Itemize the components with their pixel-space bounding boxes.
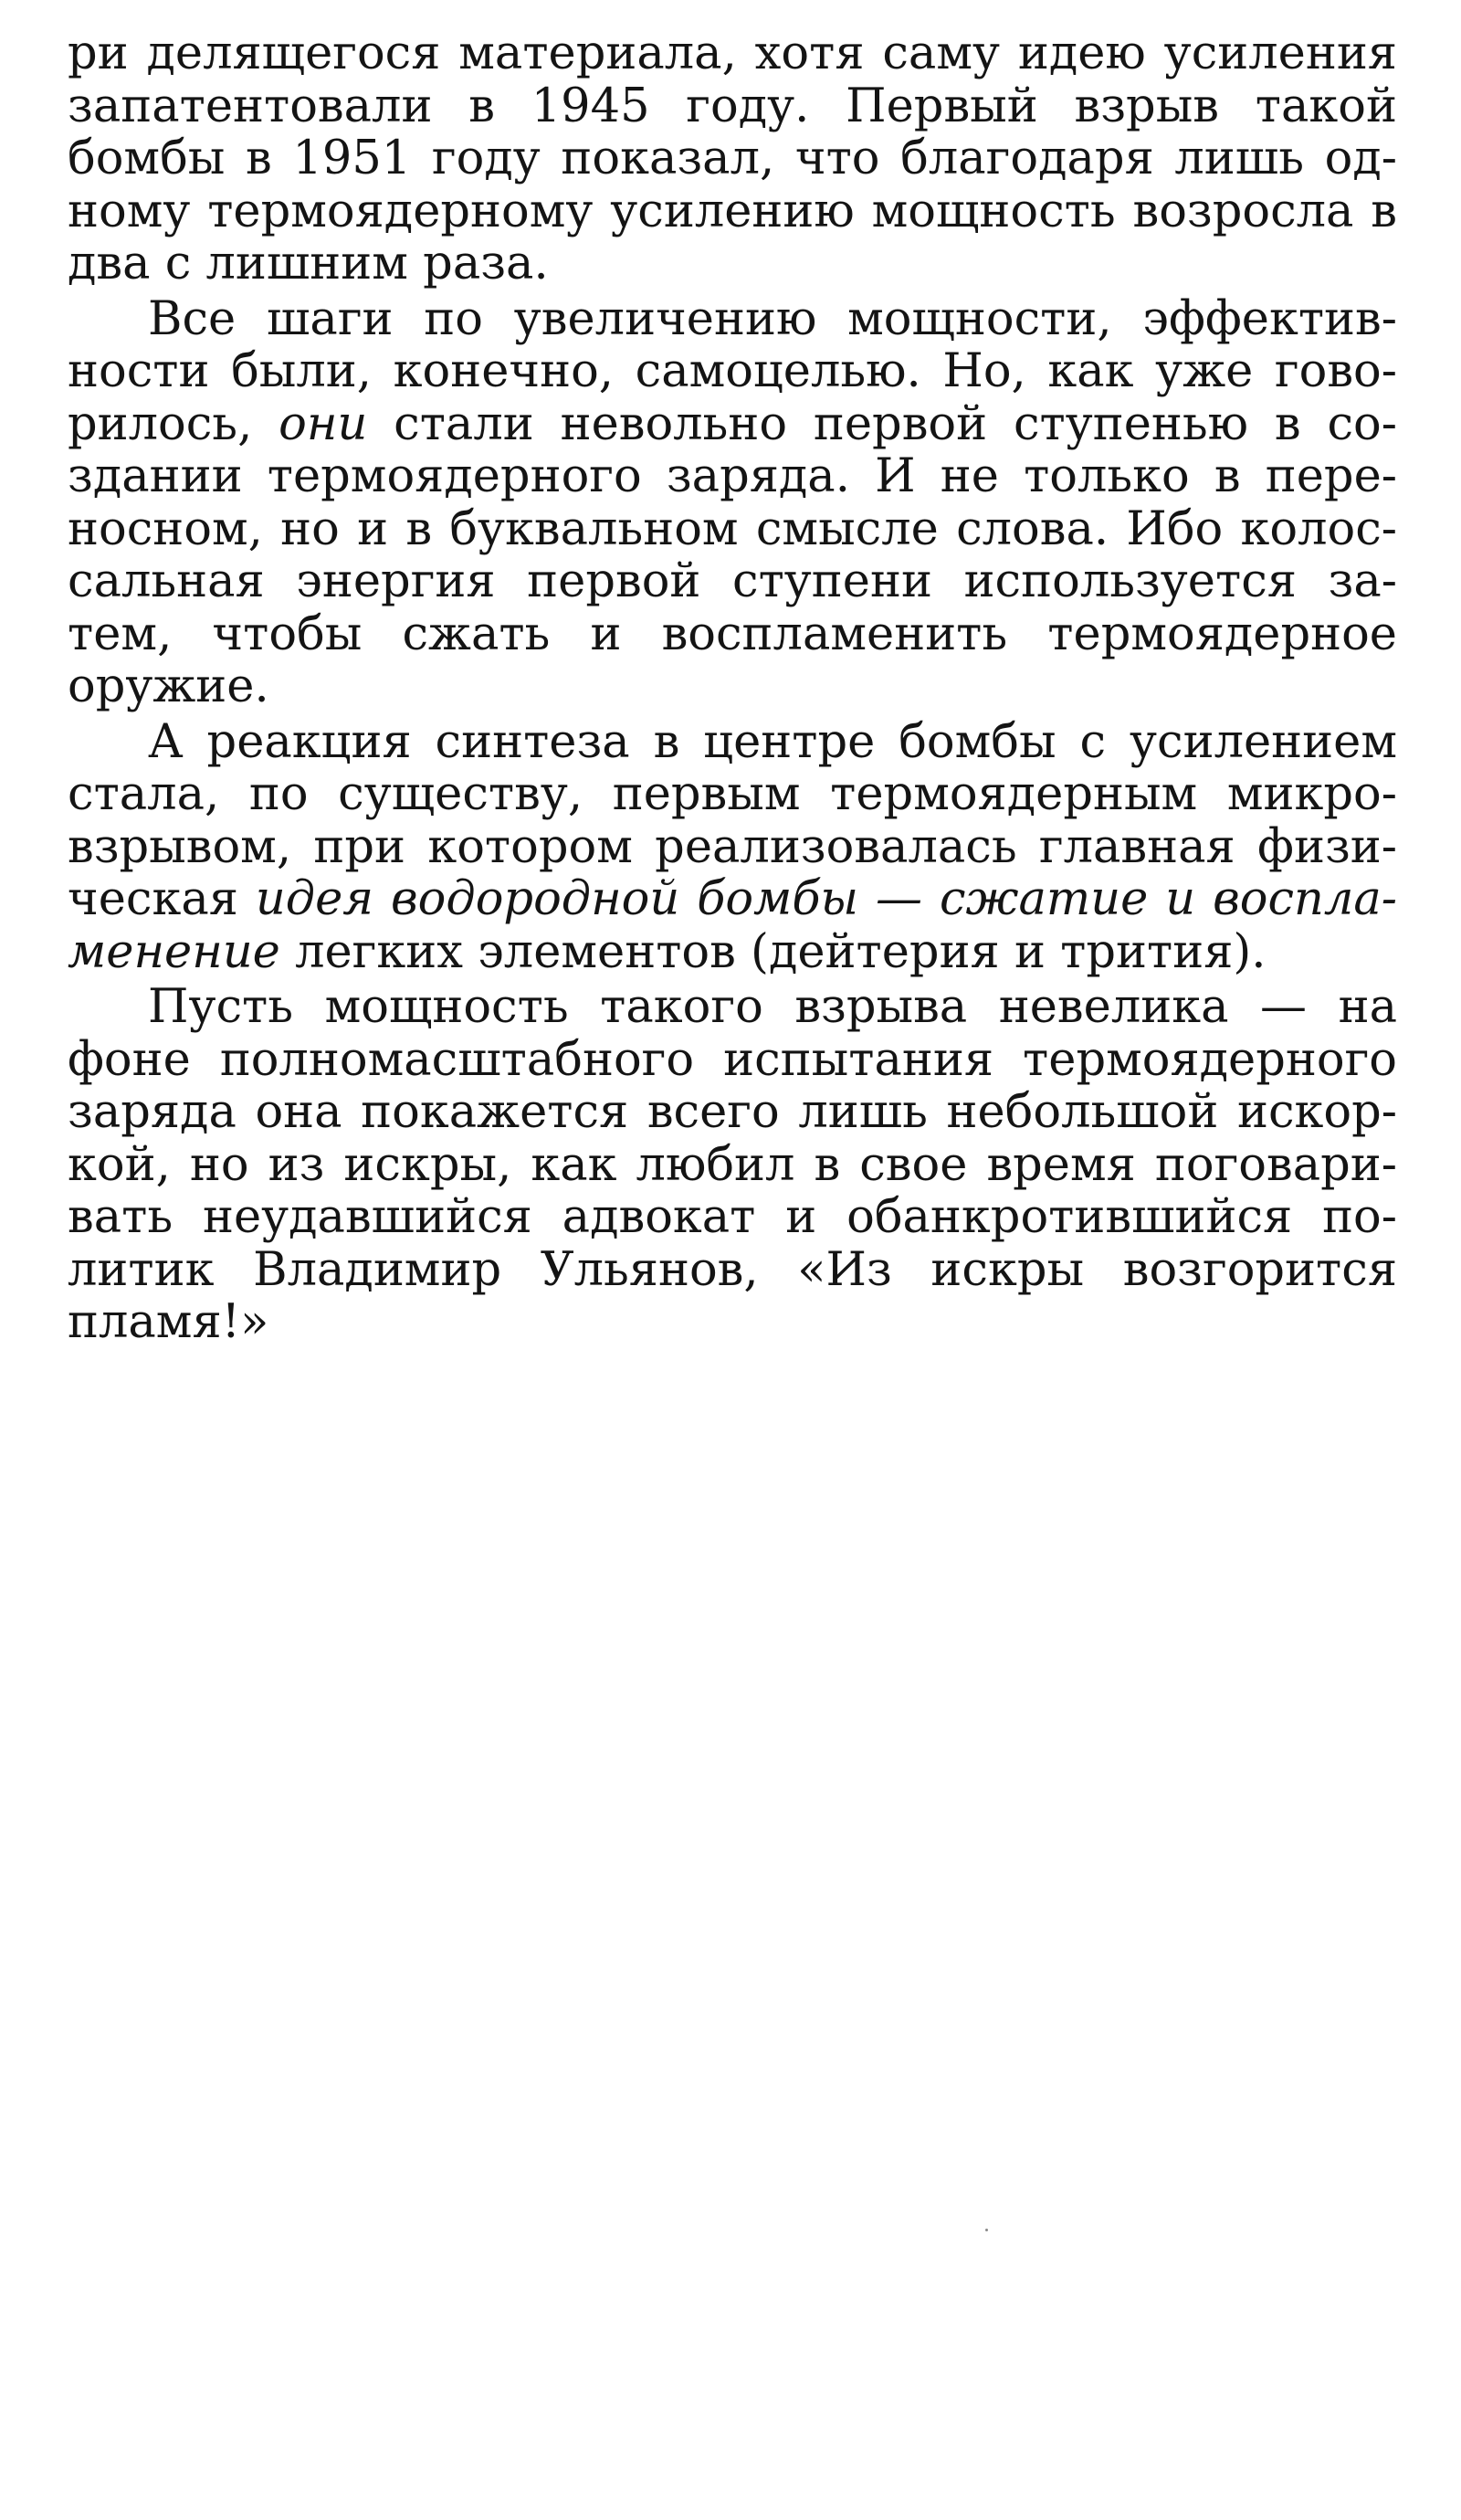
paragraph-2-text-b: стали невольно первой ступенью в создании термоядерного заряда. И не только в переносном, но и в буквальном смысле слова. Ибо колоссальная энергия первой ступени используется затем, чтобы сжать и воспламенить термоядерное оружие. xyxy=(68,396,1397,713)
paragraph-3-text-a: А реакция синтеза в центре бомбы с усилением стала, по существу, первым термоядерным микровзрывом, при котором реализовалась главная физическая xyxy=(68,714,1397,926)
scan-speck xyxy=(985,2229,988,2231)
document-page xyxy=(68,27,1397,1349)
paragraph-4 xyxy=(68,981,1397,1349)
paragraph-1-text: ри делящегося материала, хотя саму идею усиления запатентовали в 1945 году. Первый взрыв такой бомбы в 1951 году показал, что благодаря лишь одному термоядерному усилению мощность возросла в два с лишним раза. xyxy=(68,26,1397,290)
paragraph-2-text-a: Все шаги по увеличению мощности, эффективности были, конечно, самоцелью. Но, как уже говорилось, xyxy=(68,291,1397,451)
paragraph-3-text-b: легких элементов (дейтерия и трития). xyxy=(279,924,1267,979)
paragraph-1 xyxy=(68,27,1397,290)
paragraph-3-italic: идея водородной бомбы — сжатие и воспламенение xyxy=(68,872,1397,979)
paragraph-4-text: Пусть мощность такого взрыва невелика — на фоне полномасштабного испытания термоядерного заряда она покажется всего лишь небольшой искоркой, но из искры, как любил в свое время поговаривать неудавшийся адвокат и обанкротившийся политик Владимир Ульянов, «Из искры возгорится пламя!» xyxy=(68,980,1397,1349)
paragraph-2-italic: они xyxy=(279,396,368,451)
paragraph-2 xyxy=(68,293,1397,713)
paragraph-3 xyxy=(68,716,1397,979)
